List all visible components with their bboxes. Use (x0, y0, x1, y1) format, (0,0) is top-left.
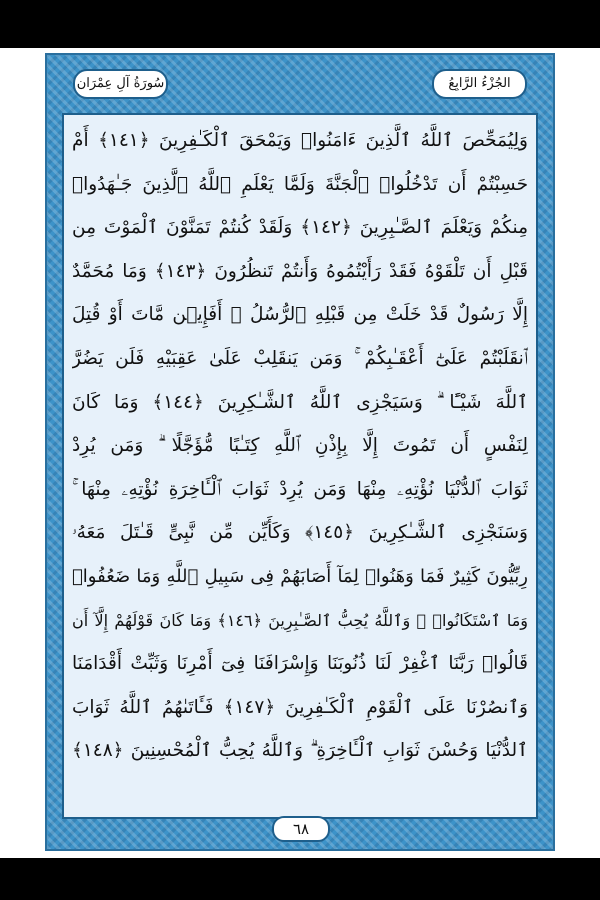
text-line: قَالُوا۟ رَبَّنَا ٱغْفِرْ لَنَا ذُنُوبَنَا وَإِسْرَافَنَا فِىٓ أَمْرِنَا وَثَبِّتْ أَقْدَامَنَا (72, 653, 528, 675)
page-number: ٦٨ (272, 816, 330, 842)
text-line: مِنكُمْ وَيَعْلَمَ ٱلصَّـٰبِرِينَ ﴿١٤٢﴾ وَلَقَدْ كُنتُمْ تَمَنَّوْنَ ٱلْمَوْتَ مِن (72, 217, 528, 239)
text-line: ٱللَّهَ شَيْـًٔا ۗ وَسَيَجْزِى ٱللَّهُ ٱلشَّـٰكِرِينَ ﴿١٤٤﴾ وَمَا كَانَ (72, 391, 528, 413)
text-line: رِبِّيُّونَ كَثِيرٌ فَمَا وَهَنُوا۟ لِمَآ أَصَابَهُمْ فِى سَبِيلِ ٱللَّهِ وَمَا ضَعُفُوا۟ (72, 565, 528, 587)
text-line: وَٱنصُرْنَا عَلَى ٱلْقَوْمِ ٱلْكَـٰفِرِينَ ﴿١٤٧﴾ فَـَٔاتَىٰهُمُ ٱللَّهُ ثَوَابَ (72, 696, 528, 718)
text-line: ٱنقَلَبْتُمْ عَلَىٰٓ أَعْقَـٰبِكُمْ ۚ وَمَن يَنقَلِبْ عَلَىٰ عَقِبَيْهِ فَلَن يَضُرَّ (72, 347, 528, 369)
verses-text (72, 119, 528, 773)
text-panel (62, 113, 538, 819)
ornamental-border (45, 53, 555, 851)
text-line: وَمَا ٱسْتَكَانُوا۟ ۗ وَٱللَّهُ يُحِبُّ ٱلصَّـٰبِرِينَ ﴿١٤٦﴾ وَمَا كَانَ قَوْلَهُمْ إِلَّآ أَن (72, 610, 528, 630)
juz-label: الجُزْءُ الرَّابِعُ (432, 69, 527, 99)
text-line: ٱلدُّنْيَا وَحُسْنَ ثَوَابِ ٱلْـَٔاخِرَةِ ۗ وَٱللَّهُ يُحِبُّ ٱلْمُحْسِنِينَ ﴿١٤٨﴾ (72, 740, 528, 762)
text-line: إِلَّا رَسُولٌ قَدْ خَلَتْ مِن قَبْلِهِ ٱلرُّسُلُ ۚ أَفَإِي۟ن مَّاتَ أَوْ قُتِلَ (72, 304, 528, 326)
text-line: لِنَفْسٍ أَن تَمُوتَ إِلَّا بِإِذْنِ ٱللَّهِ كِتَـٰبًا مُّؤَجَّلًا ۗ وَمَن يُرِدْ (72, 435, 528, 457)
text-line: وَسَنَجْزِى ٱلشَّـٰكِرِينَ ﴿١٤٥﴾ وَكَأَيِّن مِّن نَّبِىٍّ قَـٰتَلَ مَعَهُۥ (72, 522, 528, 544)
text-line: حَسِبْتُمْ أَن تَدْخُلُوا۟ ٱلْجَنَّةَ وَلَمَّا يَعْلَمِ ٱللَّهُ ٱلَّذِينَ جَـٰهَدُوا۟ (72, 173, 528, 195)
text-line: قَبْلِ أَن تَلْقَوْهُ فَقَدْ رَأَيْتُمُوهُ وَأَنتُمْ تَنظُرُونَ ﴿١٤٣﴾ وَمَا مُحَمَّدٌ (72, 260, 528, 282)
mushaf-page (0, 48, 600, 858)
surah-label: سُورَةُ آلِ عِمْرَان (73, 69, 168, 99)
text-line: ثَوَابَ ٱلدُّنْيَا نُؤْتِهِۦ مِنْهَا وَمَن يُرِدْ ثَوَابَ ٱلْـَٔاخِرَةِ نُؤْتِهِۦ مِنْهَا ۚ (72, 478, 528, 500)
text-line: وَلِيُمَحِّصَ ٱللَّهُ ٱلَّذِينَ ءَامَنُوا۟ وَيَمْحَقَ ٱلْكَـٰفِرِينَ ﴿١٤١﴾ أَمْ (72, 130, 528, 151)
